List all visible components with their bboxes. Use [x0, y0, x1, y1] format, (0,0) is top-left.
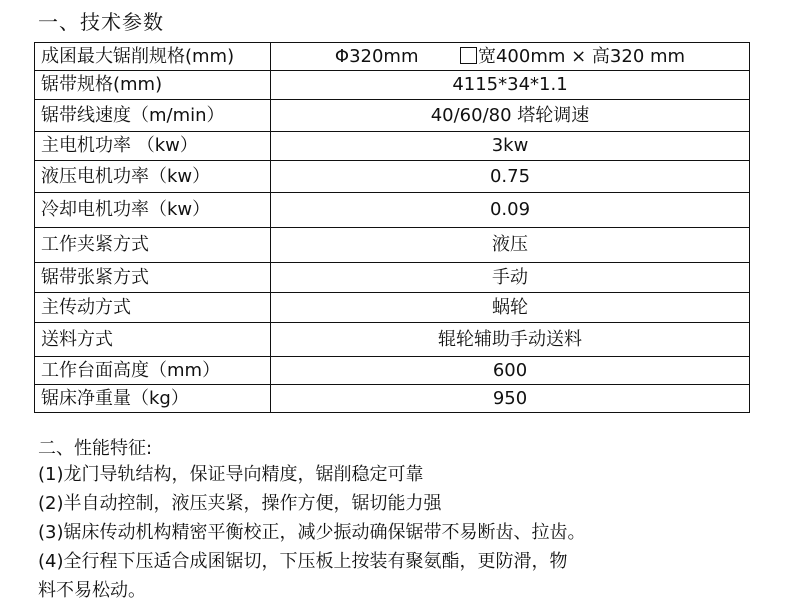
section-title-features: 二、性能特征:: [38, 438, 153, 459]
param-value: 40/60/80 塔轮调速: [271, 100, 750, 132]
square-section-icon: [460, 47, 477, 64]
param-label: 锯带线速度（m/min）: [35, 100, 271, 132]
param-label: 送料方式: [35, 323, 271, 357]
param-value: 3kw: [271, 132, 750, 161]
param-label: 液压电机功率（kw）: [35, 161, 271, 193]
param-value: 0.09: [271, 193, 750, 228]
param-label: 主电机功率 （kw）: [35, 132, 271, 161]
param-value: 辊轮辅助手动送料: [271, 323, 750, 357]
param-label: 锯带张紧方式: [35, 263, 271, 293]
param-value: [271, 43, 750, 71]
feature-item: (1)龙门导轨结构，保证导向精度，锯削稳定可靠: [38, 464, 424, 485]
table-row: [35, 293, 750, 323]
feature-item: (3)锯床传动机构精密平衡校正，减少振动确保锯带不易断齿、拉齿。: [38, 522, 586, 543]
round-capacity: Φ320mm: [334, 46, 419, 67]
rect-capacity: 宽400mm × 高320 mm: [477, 46, 686, 67]
param-value: 蜗轮: [271, 293, 750, 323]
param-value: 600: [271, 357, 750, 385]
table-row: [35, 193, 750, 228]
param-label: 工作台面高度（mm）: [35, 357, 271, 385]
param-label: 锯床净重量（kg）: [35, 385, 271, 413]
feature-item: (2)半自动控制，液压夹紧，操作方便，锯切能力强: [38, 493, 442, 514]
tech-params-table: [34, 42, 750, 413]
param-label: 工作夹紧方式: [35, 228, 271, 263]
table-row: [35, 161, 750, 193]
table-row: [35, 357, 750, 385]
table-row: [35, 263, 750, 293]
param-label: 主传动方式: [35, 293, 271, 323]
param-value: 手动: [271, 263, 750, 293]
param-value: 液压: [271, 228, 750, 263]
param-label: 成囷最大锯削规格(mm): [35, 43, 271, 71]
table-row: [35, 323, 750, 357]
table-row: [35, 385, 750, 413]
param-value: 950: [271, 385, 750, 413]
param-value: 4115*34*1.1: [271, 71, 750, 100]
param-label: 锯带规格(mm): [35, 71, 271, 100]
table-row: [35, 43, 750, 71]
feature-item: 料不易松动。: [38, 580, 146, 601]
table-row: [35, 228, 750, 263]
param-value: 0.75: [271, 161, 750, 193]
section-title-tech-params: 一、技术参数: [38, 10, 164, 34]
table-row: [35, 132, 750, 161]
table-row: [35, 100, 750, 132]
features-list: [38, 460, 744, 605]
param-label: 冷却电机功率（kw）: [35, 193, 271, 228]
feature-item: (4)全行程下压适合成囷锯切，下压板上按装有聚氨酯，更防滑，物: [38, 551, 568, 572]
table-row: [35, 71, 750, 100]
